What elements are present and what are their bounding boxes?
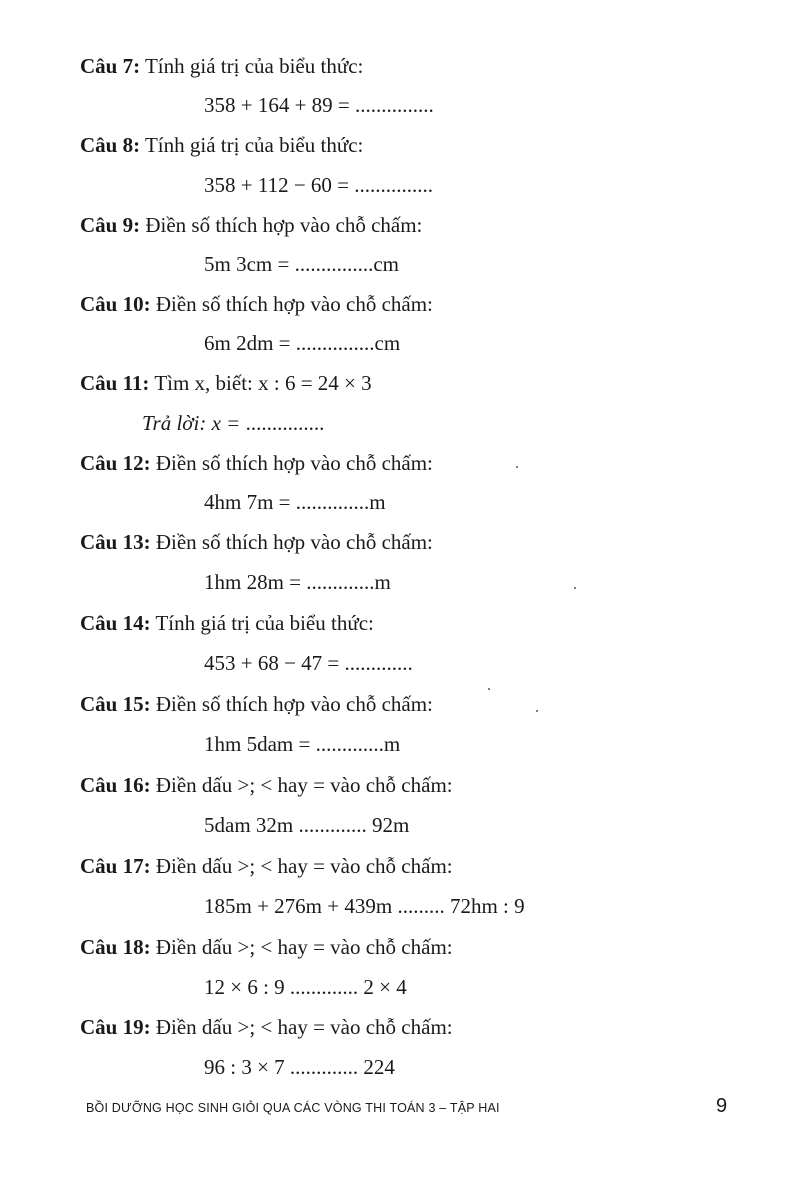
question-18	[80, 934, 453, 960]
question-label: Câu 19:	[80, 1015, 151, 1039]
question-label: Câu 12:	[80, 451, 151, 475]
question-15-expression: 1hm 5dam = .............m	[204, 732, 401, 756]
question-prompt: Điền số thích hợp vào chỗ chấm:	[155, 692, 433, 716]
question-16-expression: 5dam 32m ............. 92m	[204, 813, 410, 837]
question-label: Câu 7:	[80, 54, 141, 78]
question-label: Câu 17:	[80, 854, 151, 878]
footer-book-title: BỒI DƯỠNG HỌC SINH GIỎI QUA CÁC VÒNG THI TOÁN 3 – TẬP HAI	[86, 1101, 500, 1115]
question-label: Câu 9:	[80, 213, 141, 237]
question-label: Câu 11:	[80, 371, 150, 395]
question-prompt: Điền số thích hợp vào chỗ chấm:	[155, 530, 433, 554]
question-11-answer	[142, 410, 324, 436]
question-9-expression: 5m 3cm = ...............cm	[204, 252, 399, 276]
question-prompt: Tính giá trị của biểu thức:	[144, 133, 364, 157]
scan-speck	[516, 466, 518, 468]
question-14-expression: 453 + 68 − 47 = .............	[204, 651, 413, 675]
question-label: Câu 10:	[80, 292, 151, 316]
question-prompt: Điền số thích hợp vào chỗ chấm:	[155, 292, 433, 316]
question-label: Câu 14:	[80, 611, 151, 635]
question-prompt: Điền số thích hợp vào chỗ chấm:	[155, 451, 433, 475]
question-prompt: Tính giá trị của biểu thức:	[155, 611, 374, 635]
scan-speck	[536, 710, 538, 712]
question-7-expression: 358 + 164 + 89 = ...............	[204, 93, 434, 117]
question-17	[80, 853, 453, 879]
scan-speck	[488, 688, 490, 690]
question-16	[80, 772, 453, 798]
question-prompt: Điền dấu >; < hay = vào chỗ chấm:	[155, 773, 453, 797]
question-10-expression: 6m 2dm = ...............cm	[204, 331, 401, 355]
question-prompt: Tính giá trị của biểu thức:	[144, 54, 364, 78]
scan-speck	[574, 587, 576, 589]
question-10	[80, 291, 433, 317]
answer-label: Trả lời: x =	[142, 411, 241, 435]
question-15	[80, 691, 433, 717]
question-label: Câu 16:	[80, 773, 151, 797]
question-label: Câu 18:	[80, 935, 151, 959]
question-label: Câu 15:	[80, 692, 151, 716]
question-prompt: Điền dấu >; < hay = vào chỗ chấm:	[155, 935, 453, 959]
question-prompt: Điền dấu >; < hay = vào chỗ chấm:	[155, 1015, 453, 1039]
answer-blank: ...............	[245, 411, 325, 435]
question-prompt: Tìm x, biết: x : 6 = 24 × 3	[154, 371, 372, 395]
question-7	[80, 53, 363, 79]
question-18-expression: 12 × 6 : 9 ............. 2 × 4	[204, 975, 407, 999]
question-12-expression: 4hm 7m = ..............m	[204, 490, 386, 514]
question-prompt: Điền dấu >; < hay = vào chỗ chấm:	[155, 854, 453, 878]
question-13	[80, 529, 433, 555]
question-label: Câu 8:	[80, 133, 141, 157]
question-11	[80, 370, 372, 396]
question-13-expression: 1hm 28m = .............m	[204, 570, 391, 594]
question-9	[80, 212, 422, 238]
question-19-expression: 96 : 3 × 7 ............. 224	[204, 1055, 395, 1079]
question-19	[80, 1014, 453, 1040]
question-8-expression: 358 + 112 − 60 = ...............	[204, 173, 434, 197]
question-14	[80, 610, 374, 636]
question-prompt: Điền số thích hợp vào chỗ chấm:	[145, 213, 423, 237]
question-8	[80, 132, 363, 158]
question-17-expression: 185m + 276m + 439m ......... 72hm : 9	[204, 894, 525, 918]
page-number: 9	[716, 1095, 728, 1117]
question-12	[80, 450, 433, 476]
question-label: Câu 13:	[80, 530, 151, 554]
